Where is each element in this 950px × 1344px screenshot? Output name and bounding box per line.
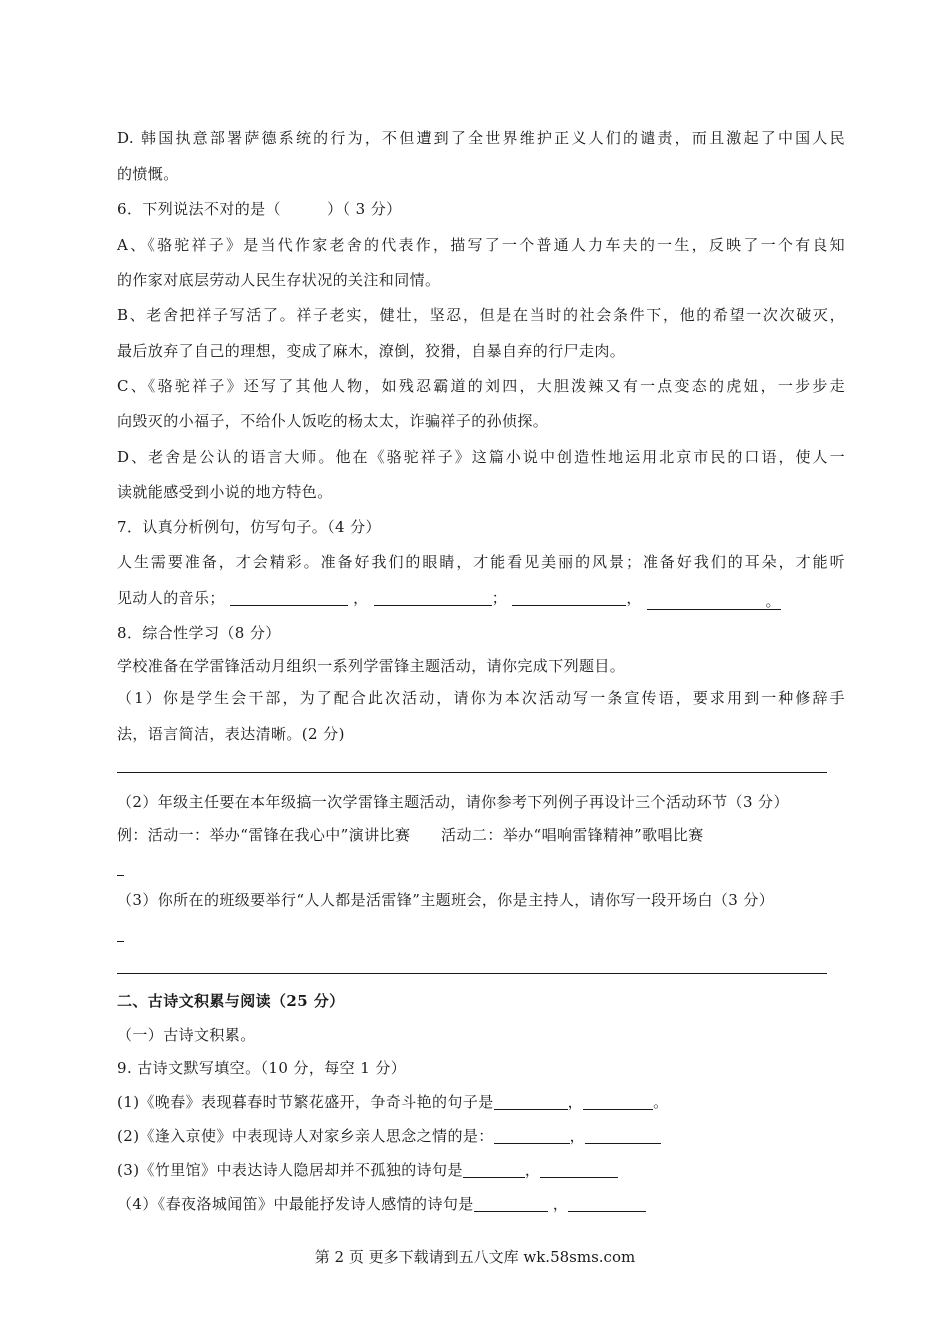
- option-d-line-2: 的愤慨。: [117, 165, 179, 183]
- q6-option-d-line-1: D、老舍是公认的语言大师。他在《骆驼祥子》这篇小说中创造性地运用北京市民的口语，使人一: [117, 448, 845, 466]
- q7-blank-1[interactable]: [230, 590, 348, 606]
- q8-part-1-line-2: 法，语言简洁，表达清晰。(2 分): [117, 725, 345, 743]
- q6-option-b-line-2: 最后放弃了自己的理想，变成了麻木，潦倒，狡猾，自暴自弃的行尸走肉。: [117, 342, 626, 360]
- q7-end: 。: [765, 592, 781, 610]
- q7-answer-line: [117, 588, 781, 610]
- q7-prefix: 见动人的音乐；: [117, 589, 225, 607]
- q7-blank-2[interactable]: [374, 590, 492, 606]
- q9-item-3-text: (3)《竹里馆》中表达诗人隐居却并不孤独的诗句是: [117, 1161, 463, 1179]
- q6-option-a-line-2: 的作家对底层劳动人民生存状况的关注和同情。: [117, 271, 441, 289]
- q9-item-4: [117, 1194, 646, 1214]
- q9-1-blank-1[interactable]: [494, 1094, 568, 1110]
- q9-item-1-text: (1)《晚春》表现暮春时节繁花盛开，争奇斗艳的句子是: [117, 1093, 494, 1111]
- q9-3-blank-2[interactable]: [540, 1162, 618, 1178]
- question-6: 6．下列说法不对的是（ ）（ 3 分）: [117, 200, 402, 218]
- q9-1-sep: ，: [567, 1093, 584, 1111]
- q8-intro: 学校准备在学雷锋活动月组织一系列学雷锋主题活动，请你完成下列题目。: [117, 657, 626, 675]
- q7-blank-3[interactable]: [512, 590, 626, 606]
- q9-item-1: [117, 1092, 668, 1112]
- q6-option-c-line-1: C、《骆驼祥子》还写了其他人物，如残忍霸道的刘四，大胆泼辣又有一点变态的虎妞，一步步走: [117, 377, 845, 395]
- q8-part-2-answer-mark[interactable]: [117, 875, 124, 876]
- option-d-line-1: D. 韩国执意部署萨德系统的行为，不但遭到了全世界维护正义人们的谴责，而且激起了中国人民: [117, 129, 845, 147]
- q9-1-end: 。: [653, 1093, 669, 1111]
- q8-part-3-answer-line[interactable]: [117, 973, 827, 974]
- q8-part-1-line-1: （1）你是学生会干部，为了配合此次活动，请你为本次活动写一条宣传语，要求用到一种修辞手: [117, 689, 845, 707]
- section-2-heading: 二、古诗文积累与阅读（25 分）: [117, 992, 345, 1010]
- q7-sep-2: ；: [491, 589, 508, 607]
- question-9: 9. 古诗文默写填空。（10 分，每空 1 分）: [117, 1059, 407, 1077]
- q8-part-2: （2）年级主任要在本年级搞一次学雷锋主题活动，请你参考下列例子再设计三个活动环节（3 分）: [117, 793, 789, 811]
- question-7: 7．认真分析例句，仿写句子。（4 分）: [117, 518, 381, 536]
- q7-example: 人生需要准备，才会精彩。准备好我们的眼睛，才能看见美丽的风景；准备好我们的耳朵，才能听: [117, 553, 845, 571]
- q9-4-blank-2[interactable]: [568, 1196, 646, 1212]
- q9-item-3: [117, 1160, 618, 1180]
- q9-4-sep: ，: [552, 1195, 569, 1213]
- q9-3-sep: ，: [524, 1161, 541, 1179]
- page-footer: 第 2 页 更多下载请到五八文库 wk.58sms.com: [314, 1248, 636, 1266]
- section-2-subheading: （一）古诗文积累。: [117, 1026, 256, 1044]
- q6-option-b-line-1: B、老舍把祥子写活了。祥子老实，健壮，坚忍，但是在当时的社会条件下，他的希望一次次破灭，: [117, 306, 845, 324]
- q8-part-1-answer-line[interactable]: [117, 772, 827, 773]
- q9-2-sep: ，: [569, 1127, 586, 1145]
- q9-4-blank-1[interactable]: [474, 1196, 548, 1212]
- q9-1-blank-2[interactable]: [583, 1094, 653, 1110]
- q9-3-blank-1[interactable]: [463, 1162, 525, 1178]
- q8-part-3: （3）你所在的班级要举行“人人都是活雷锋”主题班会，你是主持人，请你写一段开场白（3 分）: [117, 891, 775, 909]
- q9-2-blank-1[interactable]: [494, 1128, 570, 1144]
- q7-sep-1: ，: [353, 589, 369, 607]
- q7-sep-3: ，: [626, 589, 642, 607]
- q8-part-3-answer-mark[interactable]: [117, 941, 124, 942]
- q7-blank-4[interactable]: [647, 594, 781, 610]
- q9-2-blank-2[interactable]: [585, 1128, 661, 1144]
- q6-option-d-line-2: 读就能感受到小说的地方特色。: [117, 483, 333, 501]
- q9-item-2-text: (2)《逢入京使》中表现诗人对家乡亲人思念之情的是：: [117, 1127, 494, 1145]
- q9-item-4-text: （4）《春夜洛城闻笛》中最能抒发诗人感情的诗句是: [117, 1195, 474, 1213]
- q8-part-2-example: 例：活动一：举办“雷锋在我心中”演讲比赛 活动二：举办“唱响雷锋精神”歌唱比赛: [117, 826, 704, 844]
- question-8: 8．综合性学习（8 分）: [117, 624, 281, 642]
- q9-item-2: [117, 1126, 661, 1146]
- q6-option-a-line-1: A、《骆驼祥子》是当代作家老舍的代表作，描写了一个普通人力车夫的一生，反映了一个有良知: [117, 236, 845, 254]
- q6-option-c-line-2: 向毁灭的小福子，不给仆人饭吃的杨太太，诈骗祥子的孙侦探。: [117, 412, 549, 430]
